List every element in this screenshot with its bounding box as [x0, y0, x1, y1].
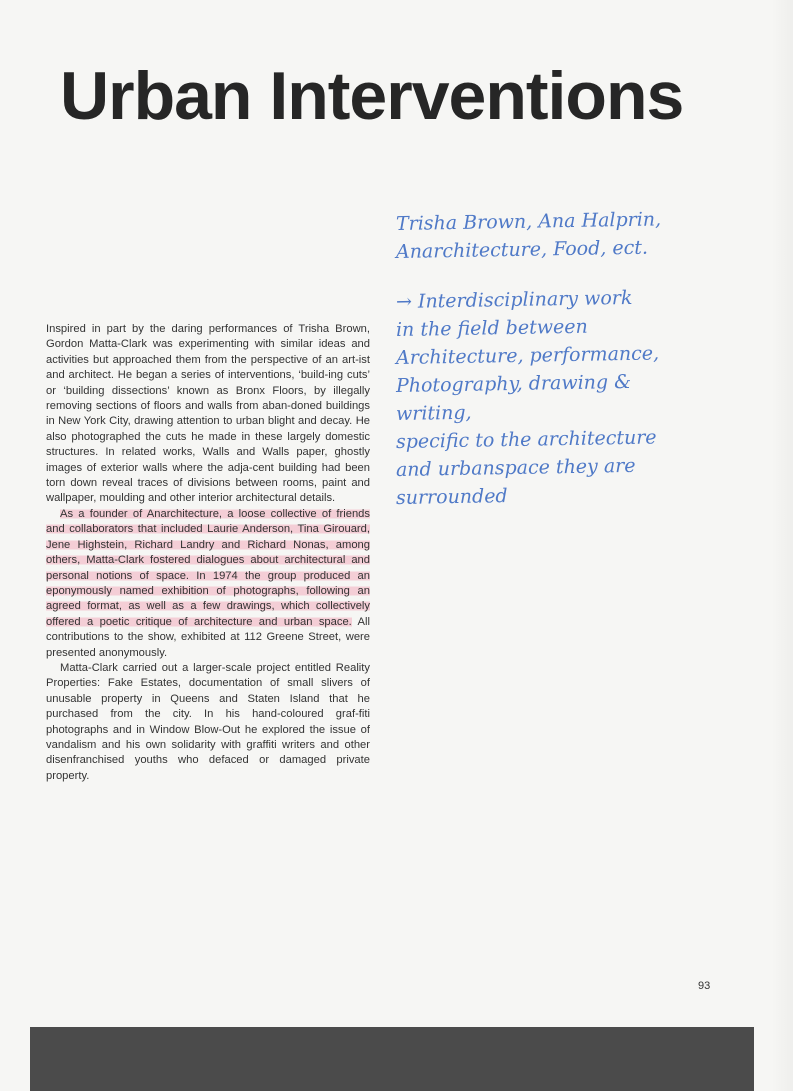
pink-highlight: As a founder of Anarchitecture, a loose collective of friends and collaborators that included Laurie Anderson, Tina Girouard, Jene Highstein, Richard Landry and Richard Nonas, among others, Matta-Clark fostered dialogues about architectural and personal notions of space. In 1974 the group produced an eponymously named exhibition of photographs, following an agreed format, as well as a few drawings, which collectively offered a poetic critique of architecture and urban space.	[46, 507, 370, 628]
paragraph-2-rest: All contributions to the show, exhibited at 112 Greene Street, were presented anonymously.	[46, 615, 370, 659]
note-line: writing,	[395, 401, 472, 425]
note-line: Anarchitecture, Food, ect.	[395, 236, 649, 263]
note-line: → Interdisciplinary work	[395, 286, 633, 313]
note-line: Photography, drawing &	[395, 370, 632, 397]
note-line: and urbanspace they are	[395, 454, 636, 481]
note-line: surrounded	[395, 485, 508, 509]
paragraph-2	[46, 507, 370, 661]
note-line: in the field between	[395, 315, 588, 341]
scan-edge-shadow	[771, 0, 793, 1091]
article-body	[46, 322, 370, 784]
footer-bar	[30, 1027, 754, 1091]
page-title: Urban Interventions	[60, 58, 684, 134]
page-number: 93	[698, 980, 711, 992]
paragraph-3: Matta-Clark carried out a larger-scale project entitled Reality Properties: Fake Estates, documentation of small slivers of unusable property in Queens and Staten Island that he purchased from the city. In his hand-coloured graf-fiti photographs and in Window Blow-Out he explored the issue of vandalism and his own solidarity with graffiti writers and other disenfranchised youths who defaced or damaged private property.	[46, 661, 370, 782]
note-line: Trisha Brown, Ana Halprin,	[395, 208, 662, 235]
handwritten-notes	[396, 210, 786, 512]
paragraph-1: Inspired in part by the daring performances of Trisha Brown, Gordon Matta-Clark was experimenting with similar ideas and activities but approached them from the perspective of an art-ist and architect. He began a series of interventions, ‘build-ing cuts’ or ‘building dissections’ known as Bronx Floors, by illegally removing sections of floors and walls from aban-doned buildings in New York City, drawing attention to urban blight and decay. He also photographed the cuts he made in these largely domestic structures. In related works, Walls and Walls paper, ghostly images of exterior walls where the adja-cent building had been torn down reveal traces of divisions between rooms, paint and wallpaper, moulding and other interior architectural details.	[46, 323, 370, 505]
note-line: Architecture, performance,	[395, 342, 660, 369]
note-line: specific to the architecture	[395, 426, 657, 453]
